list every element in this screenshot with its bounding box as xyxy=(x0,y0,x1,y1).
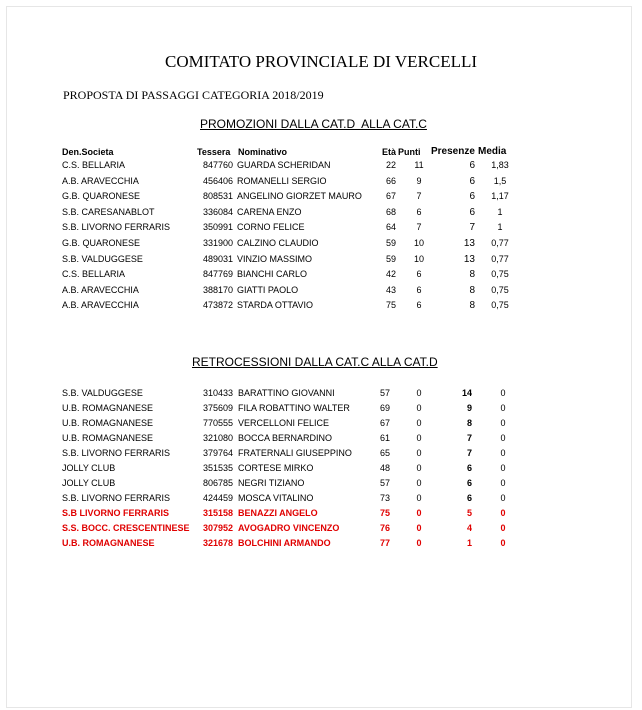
cell-nominativo: VERCELLONI FELICE xyxy=(238,418,330,428)
cell-eta: 67 xyxy=(379,418,390,428)
cell-presenze: 13 xyxy=(463,253,475,265)
cell-tessera: 307952 xyxy=(203,523,234,533)
header-punti: Punti xyxy=(398,147,421,157)
cell-societa: A.B. ARAVECCHIA xyxy=(62,284,139,295)
cell-societa: JOLLY CLUB xyxy=(62,463,116,473)
cell-punti: 7 xyxy=(416,222,422,233)
cell-media: 0,75 xyxy=(491,300,509,311)
cell-media: 1 xyxy=(497,222,503,233)
cell-societa: JOLLY CLUB xyxy=(62,478,116,488)
cell-media: 0 xyxy=(500,523,506,533)
cell-punti: 7 xyxy=(416,191,422,202)
cell-nominativo: CORTESE MIRKO xyxy=(238,463,314,473)
cell-nominativo: CARENA ENZO xyxy=(237,206,302,217)
cell-eta: 43 xyxy=(385,284,396,295)
table-row xyxy=(0,463,642,475)
cell-punti: 0 xyxy=(416,523,422,533)
cell-societa: U.B. ROMAGNANESE xyxy=(62,433,154,443)
cell-presenze: 5 xyxy=(466,508,472,518)
header-eta: Età xyxy=(382,147,397,157)
header-nominativo: Nominativo xyxy=(238,147,288,157)
cell-nominativo: CORNO FELICE xyxy=(237,222,305,233)
cell-societa: G.B. QUARONESE xyxy=(62,238,141,248)
cell-punti: 9 xyxy=(416,175,422,186)
table-row xyxy=(0,300,642,312)
cell-presenze: 8 xyxy=(469,284,475,296)
cell-nominativo: FILA ROBATTINO WALTER xyxy=(238,403,350,413)
cell-nominativo: GUARDA SCHERIDAN xyxy=(237,160,331,170)
cell-punti: 0 xyxy=(416,433,422,443)
document-title: COMITATO PROVINCIALE DI VERCELLI xyxy=(164,52,478,71)
cell-eta: 59 xyxy=(385,253,396,264)
cell-presenze: 9 xyxy=(466,403,472,413)
cell-tessera: 489031 xyxy=(202,253,233,264)
cell-presenze: 6 xyxy=(466,463,472,473)
cell-presenze: 8 xyxy=(469,269,475,281)
cell-nominativo: GIATTI PAOLO xyxy=(237,284,299,295)
cell-punti: 10 xyxy=(413,238,424,248)
cell-eta: 68 xyxy=(385,206,396,217)
cell-media: 0,77 xyxy=(491,253,509,264)
cell-tessera: 321678 xyxy=(203,538,234,548)
table-row xyxy=(0,448,642,460)
cell-nominativo: BOLCHINI ARMANDO xyxy=(238,538,331,548)
cell-eta: 73 xyxy=(379,493,390,503)
cell-societa: S.B. LIVORNO FERRARIS xyxy=(62,448,171,458)
cell-presenze: 8 xyxy=(469,300,475,312)
table-row xyxy=(0,493,642,505)
cell-tessera: 351535 xyxy=(203,463,234,473)
cell-media: 0 xyxy=(500,508,506,518)
cell-societa: A.B. ARAVECCHIA xyxy=(62,300,139,311)
cell-presenze: 4 xyxy=(466,523,472,533)
cell-societa: S.B. LIVORNO FERRARIS xyxy=(62,222,171,233)
table-row xyxy=(0,478,642,490)
cell-tessera: 310433 xyxy=(203,388,234,398)
table-row xyxy=(0,176,642,188)
cell-eta: 75 xyxy=(379,508,390,518)
cell-eta: 69 xyxy=(379,403,390,413)
cell-nominativo: CALZINO CLAUDIO xyxy=(237,238,319,248)
cell-societa: U.B. ROMAGNANESE xyxy=(62,403,154,413)
cell-punti: 6 xyxy=(416,206,422,217)
cell-nominativo: ROMANELLI SERGIO xyxy=(237,175,327,186)
cell-societa: S.B. VALDUGGESE xyxy=(62,253,143,264)
promozioni-section-title: PROMOZIONI DALLA CAT.D ALLA CAT.C xyxy=(200,117,427,131)
cell-tessera: 379764 xyxy=(203,448,234,458)
cell-tessera: 770555 xyxy=(203,418,234,428)
table-row xyxy=(0,160,642,172)
cell-societa: S.B LIVORNO FERRARIS xyxy=(62,508,170,518)
cell-nominativo: FRATERNALI GIUSEPPINO xyxy=(238,448,352,458)
cell-tessera: 331900 xyxy=(202,238,233,248)
cell-nominativo: ANGELINO GIORZET MAURO xyxy=(237,191,362,202)
cell-punti: 6 xyxy=(416,300,422,311)
table-row xyxy=(0,222,642,234)
cell-eta: 67 xyxy=(385,191,396,202)
cell-tessera: 847760 xyxy=(202,160,233,170)
cell-punti: 10 xyxy=(413,253,424,264)
table-row xyxy=(0,254,642,266)
header-societa: Den.Societa xyxy=(62,147,114,157)
table-row xyxy=(0,538,642,550)
cell-media: 0,75 xyxy=(491,284,509,295)
cell-eta: 57 xyxy=(379,388,390,398)
cell-tessera: 388170 xyxy=(202,284,233,295)
cell-media: 0 xyxy=(500,388,506,398)
table-row xyxy=(0,523,642,535)
cell-presenze: 6 xyxy=(466,478,472,488)
cell-tessera: 456406 xyxy=(202,175,233,186)
cell-nominativo: AVOGADRO VINCENZO xyxy=(238,523,340,533)
cell-presenze: 6 xyxy=(469,191,475,203)
cell-media: 1,5 xyxy=(493,175,507,186)
cell-media: 1 xyxy=(497,206,503,217)
cell-nominativo: BARATTINO GIOVANNI xyxy=(238,388,335,398)
cell-eta: 76 xyxy=(379,523,390,533)
cell-presenze: 13 xyxy=(463,238,475,249)
cell-punti: 0 xyxy=(416,538,422,548)
cell-societa: S.S. BOCC. CRESCENTINESE xyxy=(62,523,190,533)
cell-presenze: 6 xyxy=(469,175,475,187)
cell-nominativo: NEGRI TIZIANO xyxy=(238,478,305,488)
cell-punti: 0 xyxy=(416,403,422,413)
cell-media: 0 xyxy=(500,448,506,458)
cell-tessera: 336084 xyxy=(202,206,233,217)
cell-media: 0 xyxy=(500,493,506,503)
table-row xyxy=(0,238,642,250)
cell-presenze: 1 xyxy=(466,538,472,548)
document-subtitle: PROPOSTA DI PASSAGGI CATEGORIA 2018/2019 xyxy=(63,88,324,102)
cell-nominativo: BOCCA BERNARDINO xyxy=(238,433,333,443)
cell-societa: S.B. CARESANABLOT xyxy=(62,206,155,217)
cell-punti: 0 xyxy=(416,508,422,518)
cell-eta: 22 xyxy=(385,160,396,170)
cell-punti: 0 xyxy=(416,478,422,488)
cell-media: 0 xyxy=(500,538,506,548)
table-row xyxy=(0,207,642,219)
cell-punti: 6 xyxy=(416,269,422,280)
cell-nominativo: BIANCHI CARLO xyxy=(237,269,308,280)
header-presenze: Presenze xyxy=(431,146,475,157)
cell-punti: 6 xyxy=(416,284,422,295)
cell-media: 1,83 xyxy=(491,160,509,170)
table-row xyxy=(0,191,642,203)
cell-media: 0 xyxy=(500,463,506,473)
cell-societa: C.S. BELLARIA xyxy=(62,269,126,280)
cell-nominativo: STARDA OTTAVIO xyxy=(237,300,314,311)
cell-presenze: 7 xyxy=(466,448,472,458)
table-row xyxy=(0,433,642,445)
cell-nominativo: BENAZZI ANGELO xyxy=(238,508,318,518)
cell-media: 1,17 xyxy=(491,191,509,202)
cell-tessera: 424459 xyxy=(203,493,234,503)
cell-presenze: 6 xyxy=(469,206,475,218)
cell-eta: 65 xyxy=(379,448,390,458)
cell-tessera: 847769 xyxy=(202,269,233,280)
cell-societa: C.S. BELLARIA xyxy=(62,160,126,170)
cell-societa: S.B. VALDUGGESE xyxy=(62,388,143,398)
retrocessioni-section-title: RETROCESSIONI DALLA CAT.C ALLA CAT.D xyxy=(192,355,438,369)
header-tessera: Tessera xyxy=(197,147,231,157)
cell-presenze: 6 xyxy=(469,160,475,171)
cell-tessera: 350991 xyxy=(202,222,233,233)
cell-presenze: 6 xyxy=(466,493,472,503)
cell-tessera: 375609 xyxy=(203,403,234,413)
cell-media: 0 xyxy=(500,403,506,413)
table-row xyxy=(0,285,642,297)
cell-nominativo: VINZIO MASSIMO xyxy=(237,253,313,264)
cell-societa: A.B. ARAVECCHIA xyxy=(62,175,139,186)
table-row xyxy=(0,508,642,520)
cell-eta: 59 xyxy=(385,238,396,248)
cell-punti: 0 xyxy=(416,493,422,503)
cell-media: 0 xyxy=(500,478,506,488)
cell-media: 0,77 xyxy=(491,238,509,248)
cell-media: 0 xyxy=(500,418,506,428)
header-media: Media xyxy=(478,146,507,157)
cell-presenze: 7 xyxy=(469,222,475,234)
cell-presenze: 8 xyxy=(466,418,472,428)
cell-eta: 48 xyxy=(379,463,390,473)
cell-presenze: 14 xyxy=(461,388,472,398)
cell-eta: 77 xyxy=(379,538,390,548)
cell-tessera: 806785 xyxy=(203,478,234,488)
cell-eta: 64 xyxy=(385,222,396,233)
table-row xyxy=(0,269,642,281)
cell-societa: U.B. ROMAGNANESE xyxy=(62,418,154,428)
cell-punti: 0 xyxy=(416,418,422,428)
cell-eta: 57 xyxy=(379,478,390,488)
cell-societa: G.B. QUARONESE xyxy=(62,191,141,202)
cell-punti: 11 xyxy=(414,160,424,170)
table-row xyxy=(0,418,642,430)
cell-nominativo: MOSCA VITALINO xyxy=(238,493,314,503)
cell-tessera: 315158 xyxy=(203,508,234,518)
table-row xyxy=(0,388,642,400)
cell-tessera: 473872 xyxy=(202,300,233,311)
cell-societa: S.B. LIVORNO FERRARIS xyxy=(62,493,171,503)
cell-punti: 0 xyxy=(416,463,422,473)
cell-tessera: 321080 xyxy=(203,433,234,443)
cell-punti: 0 xyxy=(416,388,422,398)
cell-tessera: 808531 xyxy=(202,191,233,202)
cell-media: 0 xyxy=(500,433,506,443)
cell-presenze: 7 xyxy=(466,433,472,443)
cell-punti: 0 xyxy=(416,448,422,458)
cell-eta: 66 xyxy=(385,175,396,186)
cell-media: 0,75 xyxy=(491,269,509,280)
cell-eta: 42 xyxy=(385,269,396,280)
cell-societa: U.B. ROMAGNANESE xyxy=(62,538,155,548)
cell-eta: 75 xyxy=(385,300,396,311)
cell-eta: 61 xyxy=(379,433,390,443)
table-row xyxy=(0,403,642,415)
